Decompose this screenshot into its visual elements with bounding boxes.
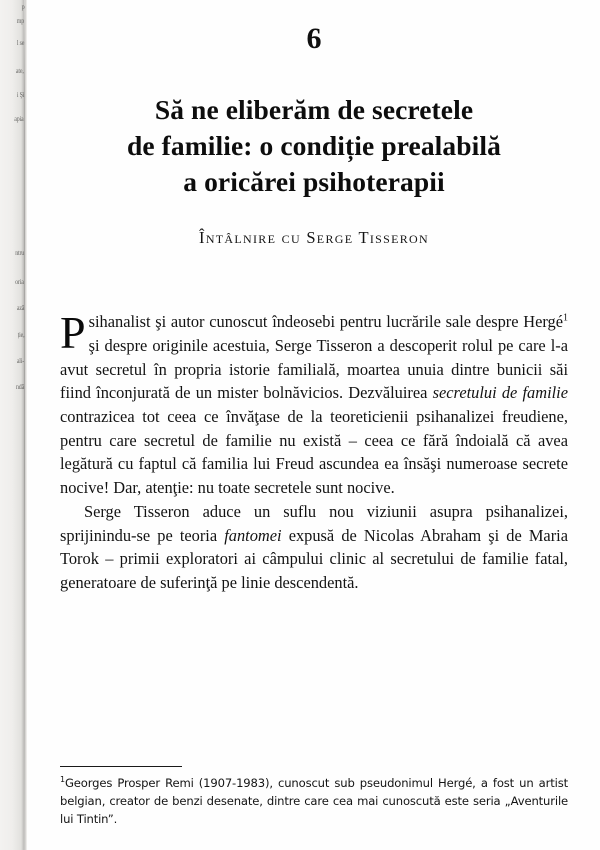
footnote-body: Georges Prosper Remi (1907-1983), cunoscut sub pseudonimul Hergé, a fost un artist belgian, creator de benzi desenate, dintre care cea mai cunoscută este seria „Aventurile lui Tintin”. bbox=[60, 776, 568, 826]
chapter-title-line-2: de familie: o condiție prealabilă bbox=[126, 129, 501, 161]
paragraph-1-part-3: contrazicea tot ceea ce învăţase de la teoreticienii psihanalizei freudiene, pentru care secretul de familie nu există – ceea ce fără îndoială că avea legătură cu faptul că familia lui Freud ascundea ea însăşi numeroase secrete nocive! Dar, atenţie: nu toate secretele sunt nocive. bbox=[60, 407, 568, 498]
bleed-text-fragment: ali- bbox=[16, 356, 24, 365]
drop-cap: P bbox=[60, 307, 86, 359]
paragraph-1 bbox=[60, 307, 569, 500]
footnote-reference-marker: 1 bbox=[563, 312, 568, 324]
paragraph-2-italic-1: fantomei bbox=[224, 525, 282, 545]
page-content-column bbox=[60, 0, 568, 850]
bleed-text-fragment: ntru bbox=[15, 248, 24, 257]
chapter-title bbox=[60, 92, 568, 199]
chapter-title-line-3: a oricărei psihoterapii bbox=[183, 165, 445, 197]
bleed-text-fragment: apia bbox=[14, 114, 24, 123]
footnote-number: 1 bbox=[60, 775, 65, 785]
paragraph-1-italic-1: secretului de familie bbox=[432, 383, 569, 403]
bleed-text-fragment: ate, bbox=[16, 66, 24, 75]
bleed-text-fragment: oria bbox=[15, 277, 24, 286]
bleed-text-fragment: p bbox=[21, 2, 24, 11]
bleed-text-fragment: ndă bbox=[15, 382, 24, 391]
spine-shadow-line bbox=[24, 0, 25, 850]
paragraph-2-part-2: expusă de Nicolas Abraham şi de Maria Torok – primii exploratori ai câmpului clinic al secretului de familie fatal, generatoare de suferinţă pe linie descendentă. bbox=[60, 525, 568, 592]
bleed-text-fragment: ție, bbox=[17, 330, 24, 339]
paragraph-2 bbox=[60, 500, 568, 595]
chapter-title-line-1: Să ne eliberăm de secretele bbox=[154, 94, 474, 125]
body-text-block bbox=[60, 307, 569, 594]
bleed-text-fragment: i Şi bbox=[16, 90, 24, 99]
paragraph-1-part-1: sihanalist şi autor cunoscut îndeosebi pentru lucrările sale despre Hergé bbox=[88, 312, 563, 332]
chapter-number: 6 bbox=[306, 22, 322, 55]
paragraph-2-part-1: Serge Tisseron aduce un suflu nou viziunii asupra psihanalizei, sprijinindu-se pe teoria bbox=[60, 501, 568, 545]
bleed-text-fragment: mp bbox=[16, 16, 24, 25]
paragraph-1-part-2: şi despre originile acestuia, Serge Tisseron a descoperit rolul pe care l-a avut secretul în propria istorie familială, moartea unuia dintre bunicii săi fiind înconjurată de un mister bolnăvicios. Dezvăluirea bbox=[60, 335, 568, 403]
footnote-separator-rule bbox=[60, 766, 182, 767]
book-gutter bbox=[0, 0, 27, 850]
bleed-text-fragment: ază bbox=[16, 303, 24, 312]
footnote-area bbox=[60, 766, 568, 828]
chapter-subtitle: Întâlnire cu Serge Tisseron bbox=[199, 228, 429, 248]
bleed-text-fragment: l se bbox=[16, 38, 24, 47]
footnote-text bbox=[60, 775, 568, 828]
